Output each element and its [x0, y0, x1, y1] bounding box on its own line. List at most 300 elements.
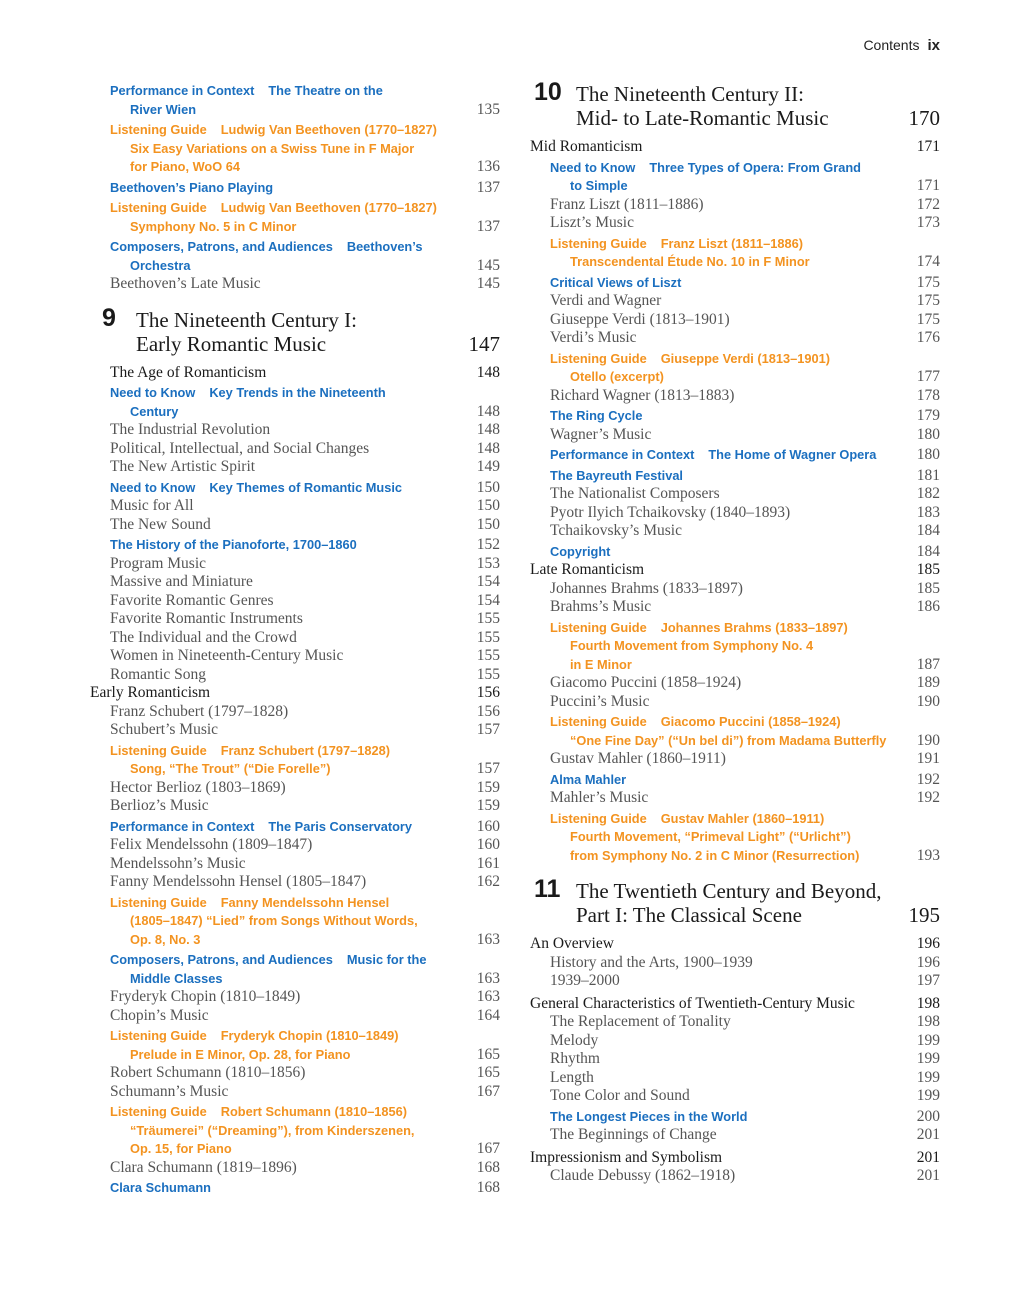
entry-title: Favorite Romantic Instruments: [110, 610, 303, 627]
page-number: 180: [916, 425, 940, 443]
page-number: 184: [916, 522, 940, 539]
page-number: 179: [916, 407, 940, 424]
page-number: 163: [476, 988, 500, 1005]
subsection-entry: [530, 214, 940, 233]
page-number: 199: [916, 1087, 940, 1104]
entry-title: An Overview: [530, 935, 614, 952]
feature-line: [110, 384, 454, 403]
subsection-entry: [90, 666, 500, 685]
feature-line: [110, 140, 454, 159]
page-number: 182: [916, 485, 940, 502]
page-number: 177: [916, 368, 940, 385]
subsection-entry: [530, 750, 940, 769]
feature-text: Gustav Mahler (1860–1911): [660, 810, 825, 826]
feature-line: [110, 760, 454, 779]
feature-kind-label: Need to Know: [550, 159, 636, 175]
chapter-number: 11: [534, 875, 561, 903]
page-number: 135: [476, 100, 500, 118]
page-number: 159: [476, 778, 500, 796]
feature-text: Fanny Mendelssohn Hensel: [220, 894, 390, 910]
page-number: 152: [476, 536, 500, 553]
page-number: 155: [476, 628, 500, 646]
feature-line: [550, 828, 894, 847]
toc-column-right: [530, 80, 940, 1186]
page-number: 186: [916, 598, 940, 615]
page-number: 148: [476, 421, 500, 438]
page-number: 201: [916, 1148, 940, 1166]
page-number: 198: [916, 994, 940, 1012]
feature-text: Franz Schubert (1797–1828): [220, 742, 390, 758]
feature-text: Franz Liszt (1811–1886): [660, 235, 803, 251]
entry-title: The New Sound: [110, 515, 211, 533]
page-number: 192: [916, 770, 940, 788]
feature-box-entry: [90, 818, 500, 837]
chapter-heading: [530, 875, 940, 927]
entry-title: Verdi and Wagner: [550, 292, 662, 309]
entry-title: Tone Color and Sound: [550, 1087, 690, 1104]
page-number: 154: [476, 573, 500, 590]
feature-line: [110, 101, 454, 120]
feature-text: for Piano, WoO 64: [130, 159, 240, 174]
entry-title: Felix Mendelssohn (1809–1847): [110, 836, 313, 853]
entry-title: Schumann’s Music: [110, 1082, 229, 1100]
entry-title: Chopin’s Music: [110, 1006, 209, 1024]
feature-text: The Bayreuth Festival: [550, 467, 683, 483]
feature-text: from Symphony No. 2 in C Minor (Resurrection): [570, 847, 860, 863]
entry-title: Early Romanticism: [90, 684, 211, 701]
feature-box-entry: [90, 179, 500, 198]
chapter-title-line: Mid- to Late-Romantic Music: [576, 106, 829, 130]
feature-line: [550, 235, 894, 254]
subsection-entry: [530, 426, 940, 445]
subsection-entry: [530, 504, 940, 523]
entry-title: The Age of Romanticism: [110, 363, 267, 381]
listening-guide-entry: [90, 1027, 500, 1064]
subsection-entry: [90, 516, 500, 535]
page-number: 191: [916, 750, 940, 767]
feature-box-entry: [90, 951, 500, 988]
entry-title: Liszt’s Music: [550, 214, 634, 231]
feature-text: Three Types of Opera: From Grand: [649, 159, 861, 175]
listening-guide-entry: [530, 713, 940, 750]
feature-line: [550, 407, 894, 426]
chapter-heading: [90, 303, 500, 356]
page-number: 175: [916, 310, 940, 328]
page-number: 200: [916, 1107, 940, 1125]
entry-title: General Characteristics of Twentieth-Century Music: [530, 994, 855, 1012]
feature-text: The Home of Wagner Opera: [708, 447, 877, 462]
subsection-entry: [530, 598, 940, 617]
feature-box-entry: [530, 274, 940, 293]
subsection-entry: [530, 693, 940, 712]
feature-text: Key Trends in the Nineteenth: [209, 385, 386, 400]
page-number: ix: [927, 37, 940, 54]
listening-guide-entry: [530, 619, 940, 675]
feature-box-entry: [90, 536, 500, 555]
feature-kind-label: Listening Guide: [110, 1104, 207, 1119]
page-number: 185: [916, 579, 940, 597]
feature-box-entry: [90, 479, 500, 498]
entry-title: The Nationalist Composers: [550, 485, 720, 502]
feature-box-entry: [530, 159, 940, 196]
entry-title: Wagner’s Music: [550, 425, 652, 443]
subsection-entry: [90, 629, 500, 648]
feature-text: Ludwig Van Beethoven (1770–1827): [220, 200, 437, 215]
page-number: 175: [916, 273, 940, 291]
feature-text: Prelude in E Minor, Op. 28, for Piano: [130, 1046, 351, 1062]
feature-line: [550, 810, 894, 829]
page-number: 156: [476, 702, 500, 720]
feature-kind-label: Composers, Patrons, and Audiences: [110, 239, 333, 254]
entry-title: Favorite Romantic Genres: [110, 591, 274, 609]
feature-kind-label: Performance in Context: [110, 83, 255, 98]
page-number: 148: [476, 439, 500, 457]
subsection-entry: [90, 275, 500, 294]
page-number: 168: [476, 1158, 500, 1176]
feature-line: [550, 771, 894, 790]
feature-line: [110, 970, 454, 989]
chapter-title-line: Early Romantic Music: [136, 331, 327, 356]
entry-title: Franz Liszt (1811–1886): [550, 195, 704, 213]
page-number: 150: [476, 478, 500, 496]
feature-text: Fryderyk Chopin (1810–1849): [220, 1028, 399, 1043]
feature-line: [110, 912, 454, 931]
subsection-entry: [90, 1083, 500, 1102]
feature-text: Ludwig Van Beethoven (1770–1827): [220, 122, 437, 137]
chapter-title-line: The Nineteenth Century II:: [576, 82, 805, 106]
feature-line: [550, 619, 894, 638]
feature-text: Beethoven’s Piano Playing: [110, 179, 274, 195]
page-number: 150: [476, 497, 500, 514]
feature-text: Alma Mahler: [550, 771, 627, 787]
subsection-entry: [90, 592, 500, 611]
page-number: 199: [916, 1050, 940, 1067]
page-number: 145: [476, 256, 500, 274]
feature-line: [550, 1108, 894, 1127]
chapter-title-line: Part I: The Classical Scene: [576, 903, 802, 927]
listening-guide-entry: [90, 894, 500, 950]
feature-box-entry: [530, 543, 940, 562]
feature-text: (1805–1847) “Lied” from Songs Without Words,: [130, 913, 418, 928]
feature-kind-label: Listening Guide: [550, 810, 647, 826]
page-number: 167: [476, 1082, 500, 1100]
entry-title: Berlioz’s Music: [110, 797, 209, 814]
entry-title: The Replacement of Tonality: [550, 1013, 731, 1030]
feature-line: [110, 82, 454, 101]
entry-title: Massive and Miniature: [110, 573, 253, 590]
feature-text: Fourth Movement from Symphony No. 4: [570, 638, 814, 653]
page-number: 199: [916, 1031, 940, 1049]
entry-title: History and the Arts, 1900–1939: [550, 953, 753, 971]
entry-title: Hector Berlioz (1803–1869): [110, 778, 286, 796]
page-number: 155: [476, 665, 500, 683]
subsection-entry: [90, 779, 500, 798]
feature-line: [110, 479, 454, 498]
feature-text: Music for the: [346, 952, 427, 967]
section-entry: [530, 561, 940, 580]
feature-text: The Longest Pieces in the World: [550, 1108, 748, 1124]
feature-box-entry: [90, 238, 500, 275]
feature-line: [110, 1140, 454, 1159]
feature-text: The Ring Cycle: [550, 408, 643, 423]
entry-title: Length: [550, 1068, 594, 1086]
page-number: 136: [476, 158, 500, 175]
section-entry: [530, 995, 940, 1014]
entry-title: Melody: [550, 1031, 599, 1049]
feature-box-entry: [530, 771, 940, 790]
feature-kind-label: Performance in Context: [550, 447, 695, 462]
chapter-title-line: The Nineteenth Century I:: [136, 307, 358, 332]
feature-kind-label: Listening Guide: [110, 742, 207, 758]
page-number: 189: [916, 674, 940, 691]
feature-line: [110, 536, 454, 555]
running-header: [863, 37, 940, 54]
page-number: 175: [916, 292, 940, 309]
subsection-entry: [530, 972, 940, 991]
subsection-entry: [530, 580, 940, 599]
feature-line: [550, 177, 894, 196]
feature-line: [550, 847, 894, 866]
page-number: 193: [916, 846, 940, 864]
subsection-entry: [530, 1126, 940, 1145]
feature-text: Op. 8, No. 3: [130, 931, 201, 947]
entry-title: Richard Wagner (1813–1883): [550, 386, 735, 404]
feature-text: River Wien: [130, 101, 197, 117]
page-number: 137: [476, 178, 500, 196]
subsection-entry: [90, 610, 500, 629]
feature-text: Robert Schumann (1810–1856): [220, 1104, 408, 1119]
feature-line: [110, 403, 454, 422]
page-number: 195: [908, 903, 940, 927]
feature-line: [110, 1046, 454, 1065]
entry-title: Johannes Brahms (1833–1897): [550, 579, 743, 597]
entry-title: The Individual and the Crowd: [110, 628, 297, 646]
feature-kind-label: Need to Know: [110, 385, 196, 400]
subsection-entry: [530, 789, 940, 808]
page-number: 196: [916, 953, 940, 971]
feature-kind-label: Performance in Context: [110, 818, 255, 834]
page-number: 167: [476, 1140, 500, 1157]
feature-line: [110, 179, 454, 198]
entry-title: Giacomo Puccini (1858–1924): [550, 674, 742, 691]
feature-text: Song, “The Trout” (“Die Forelle”): [130, 761, 331, 776]
page-number: 157: [476, 760, 500, 777]
listening-guide-entry: [90, 199, 500, 236]
entry-title: Women in Nineteenth-Century Music: [110, 647, 344, 664]
entry-title: Mendelssohn’s Music: [110, 854, 246, 872]
entry-title: Schubert’s Music: [110, 721, 219, 738]
feature-text: Op. 15, for Piano: [130, 1141, 232, 1156]
entry-title: Franz Schubert (1797–1828): [110, 702, 289, 720]
subsection-entry: [530, 1167, 940, 1186]
entry-title: Program Music: [110, 554, 207, 572]
feature-text: Key Themes of Romantic Music: [209, 479, 403, 495]
page-number: 165: [476, 1064, 500, 1081]
page-number: 196: [916, 935, 940, 952]
feature-line: [550, 446, 894, 465]
feature-box-entry: [530, 446, 940, 465]
feature-line: [110, 199, 454, 218]
feature-box-entry: [90, 1179, 500, 1198]
feature-kind-label: Listening Guide: [550, 714, 647, 729]
running-header-section: Contents: [863, 37, 920, 53]
entry-title: Fryderyk Chopin (1810–1849): [110, 988, 301, 1005]
feature-line: [110, 951, 454, 970]
page-number: 171: [916, 138, 940, 155]
listening-guide-entry: [90, 742, 500, 779]
page-number: 165: [476, 1045, 500, 1063]
entry-title: 1939–2000: [550, 972, 620, 989]
feature-text: Clara Schumann: [110, 1180, 211, 1195]
chapter-number: 10: [534, 78, 562, 106]
page-number: 148: [476, 363, 500, 381]
chapter-title-line: The Twentieth Century and Beyond,: [576, 879, 882, 903]
feature-line: [550, 467, 894, 486]
page-number: 137: [476, 217, 500, 235]
entry-title: Mahler’s Music: [550, 789, 649, 806]
page-number: 154: [476, 591, 500, 609]
feature-box-entry: [530, 1108, 940, 1127]
entry-title: Gustav Mahler (1860–1911): [550, 750, 726, 767]
page-number: 187: [916, 655, 940, 673]
feature-line: [550, 350, 894, 369]
entry-title: Music for All: [110, 497, 194, 514]
subsection-entry: [530, 387, 940, 406]
feature-line: [110, 818, 454, 837]
listening-guide-entry: [530, 350, 940, 387]
page-number: 159: [476, 797, 500, 814]
subsection-entry: [90, 1007, 500, 1026]
feature-line: [550, 543, 894, 562]
feature-text: Six Easy Variations on a Swiss Tune in F Major: [130, 140, 415, 156]
subsection-entry: [90, 873, 500, 892]
page-number: 199: [916, 1068, 940, 1086]
entry-title: Verdi’s Music: [550, 329, 637, 346]
feature-line: [110, 238, 454, 257]
page-number: 198: [916, 1013, 940, 1030]
feature-kind-label: Listening Guide: [110, 1028, 207, 1043]
page-number: 163: [476, 930, 500, 948]
page-number: 147: [468, 331, 500, 356]
subsection-entry: [530, 485, 940, 504]
feature-line: [550, 368, 894, 387]
feature-line: [110, 218, 454, 237]
entry-title: Claude Debussy (1862–1918): [550, 1167, 736, 1184]
subsection-entry: [90, 421, 500, 440]
page-number: 180: [916, 446, 940, 463]
feature-line: [110, 121, 454, 140]
feature-line: [110, 1103, 454, 1122]
subsection-entry: [530, 311, 940, 330]
page-number: 156: [476, 684, 500, 701]
subsection-entry: [530, 1050, 940, 1069]
toc-column-left: [90, 80, 500, 1198]
feature-line: [110, 158, 454, 177]
feature-text: The History of the Pianoforte, 1700–1860: [110, 537, 357, 552]
feature-kind-label: Need to Know: [110, 479, 196, 495]
feature-kind-label: Listening Guide: [550, 350, 647, 366]
subsection-entry: [530, 522, 940, 541]
subsection-entry: [90, 721, 500, 740]
feature-line: [110, 742, 454, 761]
feature-text: “Träumerei” (“Dreaming”), from Kinderszenen,: [130, 1122, 415, 1138]
feature-text: Transcendental Étude No. 10 in F Minor: [570, 254, 810, 269]
page-number: 168: [476, 1179, 500, 1196]
feature-text: Century: [130, 403, 179, 419]
page-number: 171: [916, 177, 940, 194]
entry-title: Political, Intellectual, and Social Changes: [110, 439, 370, 457]
subsection-entry: [530, 674, 940, 693]
feature-text: The Paris Conservatory: [268, 818, 413, 834]
chapter-heading: [530, 78, 940, 130]
page-number: 174: [916, 253, 940, 270]
feature-kind-label: Listening Guide: [110, 894, 207, 910]
feature-kind-label: Composers, Patrons, and Audiences: [110, 952, 333, 967]
feature-text: Beethoven’s: [346, 239, 423, 254]
page-number: 145: [476, 275, 500, 292]
entry-title: Tchaikovsky’s Music: [550, 522, 682, 539]
page-number: 183: [916, 503, 940, 521]
feature-text: Critical Views of Liszt: [550, 274, 682, 290]
feature-text: Fourth Movement, “Primeval Light” (“Urlicht”): [570, 829, 851, 844]
subsection-entry: [90, 836, 500, 855]
feature-box-entry: [90, 384, 500, 421]
page-number: 197: [916, 972, 940, 989]
section-entry: [90, 684, 500, 703]
page-number: 181: [916, 466, 940, 484]
entry-title: Giuseppe Verdi (1813–1901): [550, 310, 730, 328]
subsection-entry: [90, 797, 500, 816]
page-number: 157: [476, 721, 500, 738]
page-number: 150: [476, 515, 500, 533]
entry-title: Clara Schumann (1819–1896): [110, 1158, 297, 1176]
feature-line: [550, 732, 894, 751]
page-number: 184: [916, 542, 940, 560]
subsection-entry: [530, 1013, 940, 1032]
subsection-entry: [90, 988, 500, 1007]
feature-line: [550, 637, 894, 656]
entry-title: The New Artistic Spirit: [110, 458, 256, 475]
page-number: 192: [916, 789, 940, 806]
feature-kind-label: Listening Guide: [550, 619, 647, 635]
subsection-entry: [90, 440, 500, 459]
page-number: 172: [916, 195, 940, 213]
section-entry: [530, 935, 940, 954]
subsection-entry: [90, 555, 500, 574]
listening-guide-entry: [90, 121, 500, 177]
feature-line: [550, 656, 894, 675]
page-number: 185: [916, 561, 940, 578]
page-number: 163: [476, 969, 500, 987]
subsection-entry: [530, 1032, 940, 1051]
feature-text: Orchestra: [130, 257, 191, 273]
entry-title: Mid Romanticism: [530, 138, 643, 155]
page-number: 160: [476, 817, 500, 835]
entry-title: Impressionism and Symbolism: [530, 1148, 723, 1166]
feature-line: [550, 159, 894, 178]
feature-line: [110, 1027, 454, 1046]
page-number: 160: [476, 836, 500, 853]
page-number: 178: [916, 386, 940, 404]
page-number: 155: [476, 647, 500, 664]
page-number: 201: [916, 1126, 940, 1143]
subsection-entry: [530, 196, 940, 215]
feature-kind-label: Listening Guide: [110, 122, 207, 137]
subsection-entry: [530, 329, 940, 348]
subsection-entry: [90, 647, 500, 666]
entry-title: Beethoven’s Late Music: [110, 275, 261, 292]
subsection-entry: [530, 292, 940, 311]
